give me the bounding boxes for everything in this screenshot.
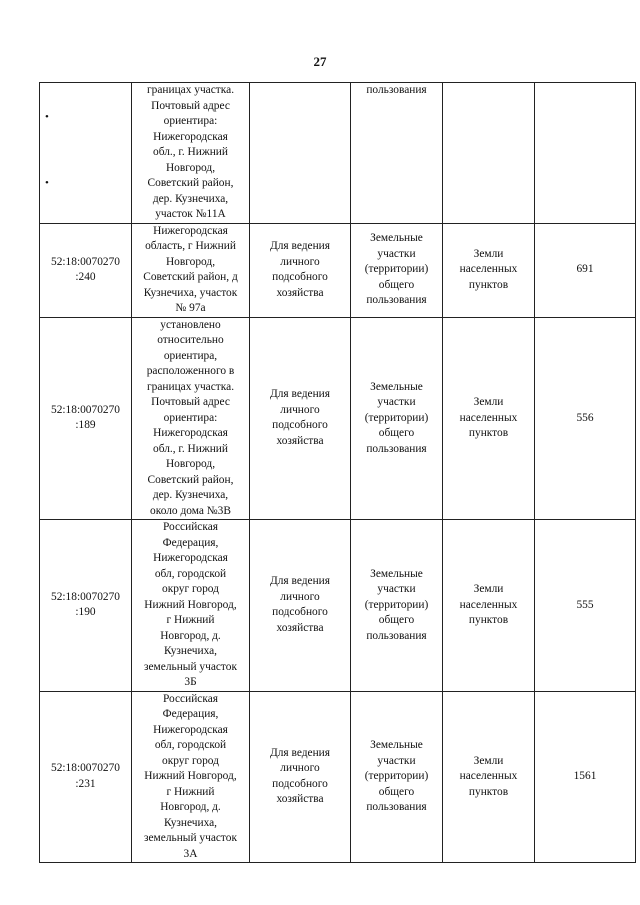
address-cell: Российская Федерация, Нижегородская обл, городской округ город Нижний Новгород, г Нижний Новгород, д. Кузнечиха, земельный участок 3А	[132, 691, 250, 863]
table-row	[40, 317, 636, 520]
land-category-cell: Земли населенных пунктов	[443, 691, 535, 863]
territory-category-cell: Земельные участки (территории) общего пользования	[351, 691, 443, 863]
table-row	[40, 691, 636, 863]
cadastral-number-cell: 52:18:0070270 :231	[40, 691, 132, 863]
table-row	[40, 223, 636, 317]
permitted-use-cell	[250, 83, 351, 224]
land-category-cell	[443, 83, 535, 224]
cadastral-number-cell: 52:18:0070270 :240	[40, 223, 132, 317]
address-cell: границах участка. Почтовый адрес ориентира: Нижегородская обл., г. Нижний Новгород, Советский район, дер. Кузнечиха, участок №11А	[132, 83, 250, 224]
territory-category-cell: Земельные участки (территории) общего пользования	[351, 223, 443, 317]
scan-speck: •	[45, 111, 49, 123]
table-row	[40, 520, 636, 692]
permitted-use-cell: Для ведения личного подсобного хозяйства	[250, 691, 351, 863]
cadastral-number-cell: 52:18:0070270 :190	[40, 520, 132, 692]
land-plots-table	[39, 82, 636, 863]
table-row-continuation	[40, 83, 636, 224]
land-category-cell: Земли населенных пунктов	[443, 223, 535, 317]
territory-category-cell: Земельные участки (территории) общего пользования	[351, 520, 443, 692]
land-category-cell: Земли населенных пунктов	[443, 520, 535, 692]
area-cell	[535, 83, 636, 224]
land-category-cell: Земли населенных пунктов	[443, 317, 535, 520]
territory-category-cell: Земельные участки (территории) общего пользования	[351, 317, 443, 520]
area-cell: 555	[535, 520, 636, 692]
permitted-use-cell: Для ведения личного подсобного хозяйства	[250, 520, 351, 692]
cadastral-number-cell	[40, 83, 132, 224]
permitted-use-cell: Для ведения личного подсобного хозяйства	[250, 223, 351, 317]
address-cell: Нижегородская область, г Нижний Новгород, Советский район, д Кузнечиха, участок № 97а	[132, 223, 250, 317]
area-cell: 1561	[535, 691, 636, 863]
cadastral-number-cell: 52:18:0070270 :189	[40, 317, 132, 520]
scan-speck: •	[45, 177, 49, 189]
address-cell: Российская Федерация, Нижегородская обл, городской округ город Нижний Новгород, г Нижний Новгород, д. Кузнечиха, земельный участок 3Б	[132, 520, 250, 692]
address-cell: установлено относительно ориентира, расположенного в границах участка. Почтовый адрес ориентира: Нижегородская обл., г. Нижний Новгород, Советский район, дер. Кузнечиха, около дома №3В	[132, 317, 250, 520]
territory-category-cell: пользования	[351, 83, 443, 224]
area-cell: 691	[535, 223, 636, 317]
page-number: 27	[313, 54, 327, 69]
permitted-use-cell: Для ведения личного подсобного хозяйства	[250, 317, 351, 520]
area-cell: 556	[535, 317, 636, 520]
